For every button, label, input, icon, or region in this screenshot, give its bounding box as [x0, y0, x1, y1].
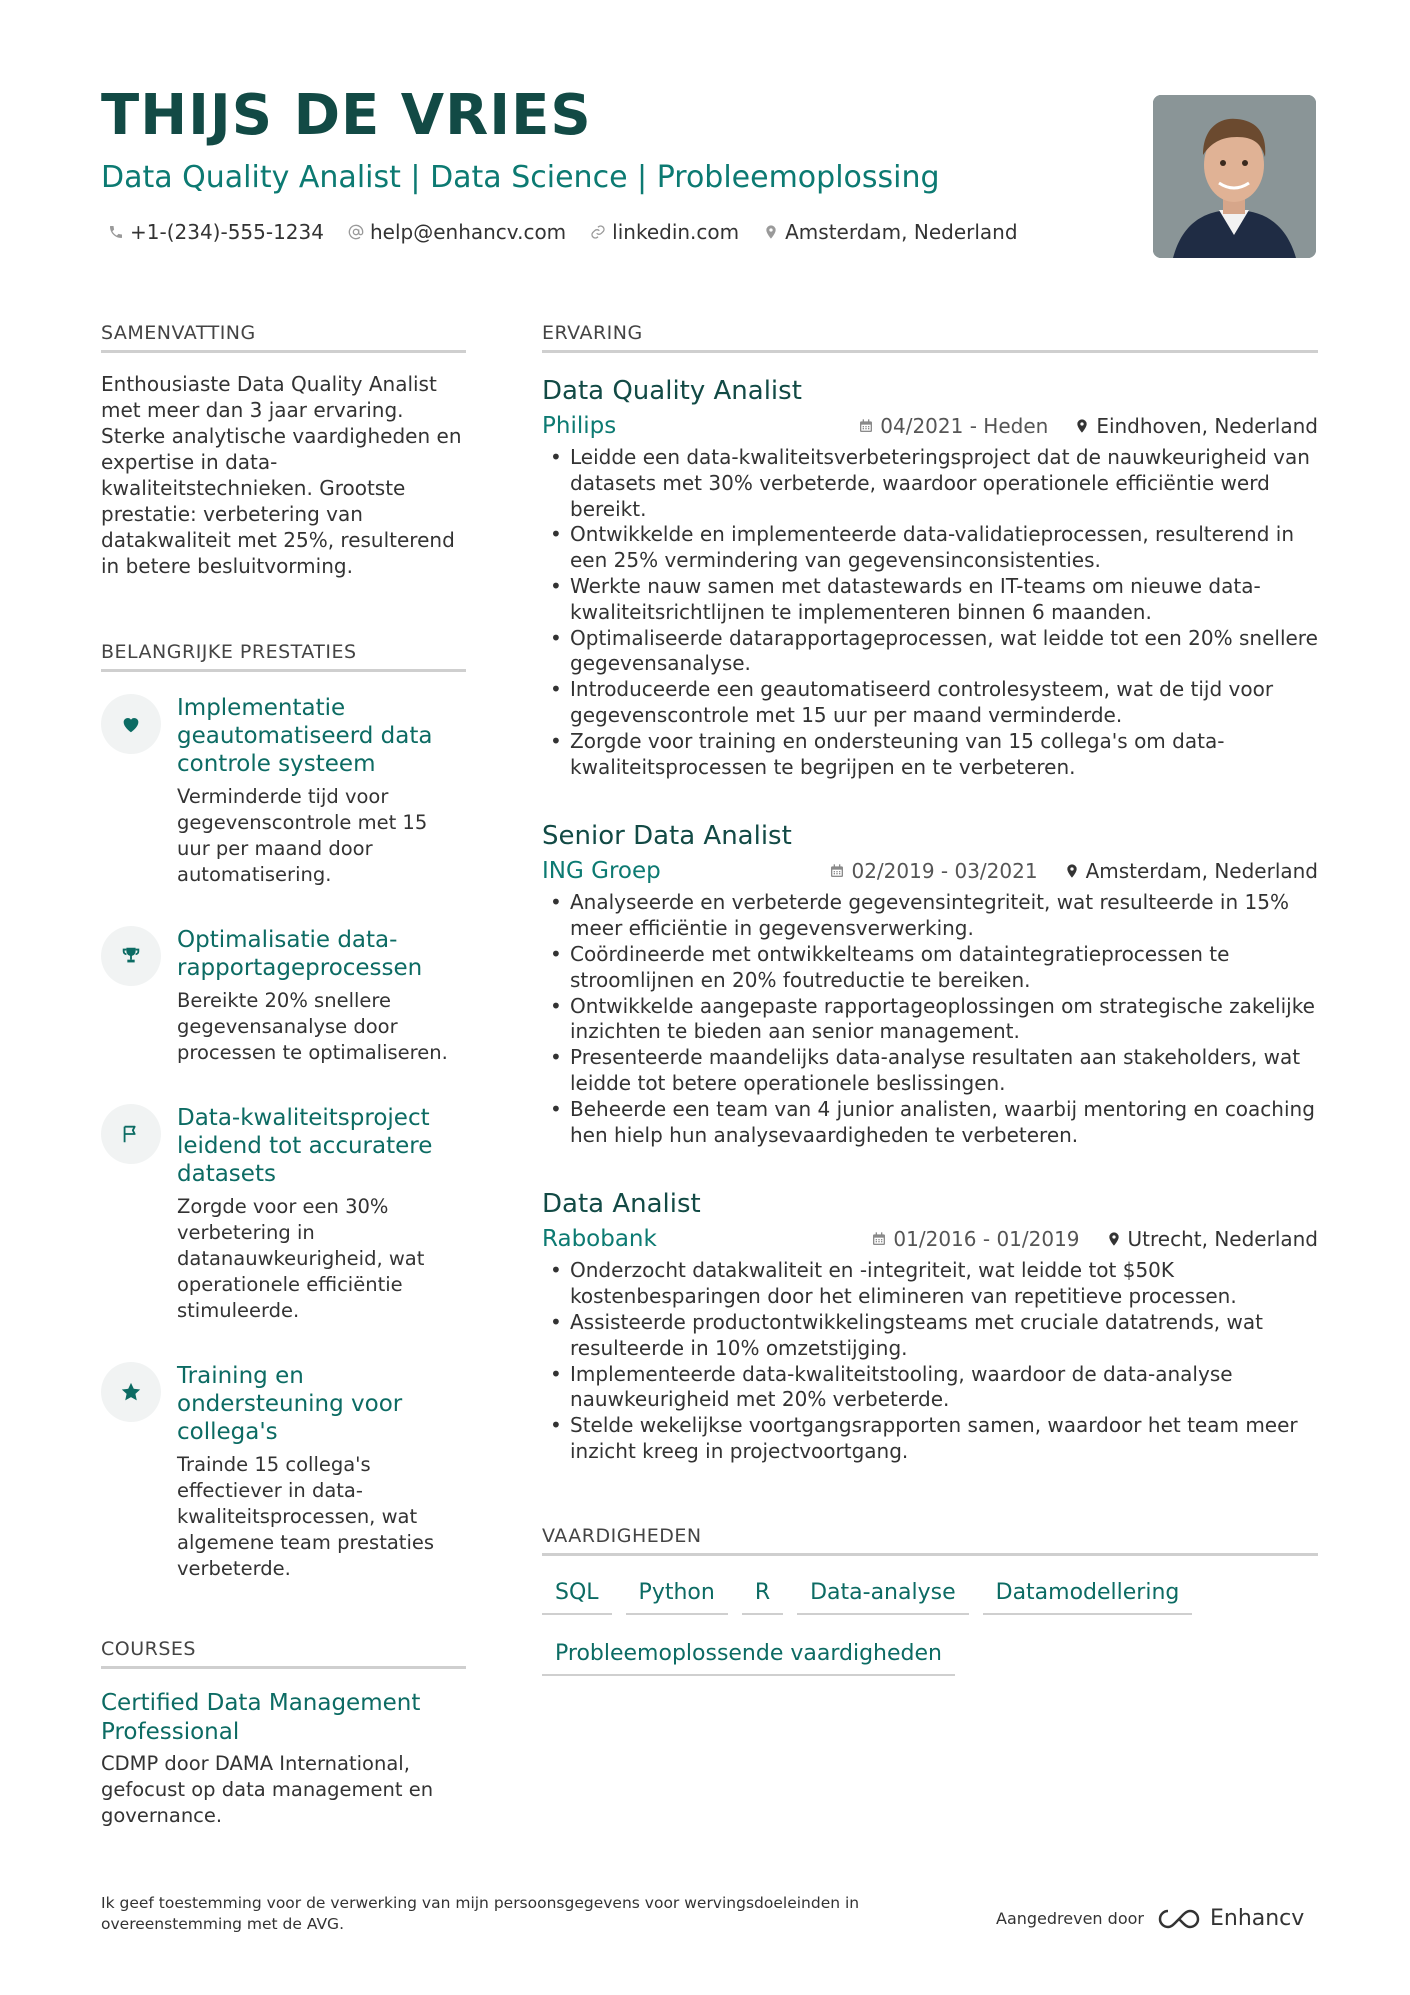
location-pin-icon: [1106, 1231, 1122, 1247]
phone-icon: [108, 224, 124, 240]
company-name: Philips: [542, 413, 617, 439]
experience-section: [542, 322, 1318, 1465]
bullet-item: • Zorgde voor training en ondersteuning van 15 collega's om data-kwaliteitsprocessen te begrijpen en te verbeteren.: [542, 729, 1318, 781]
skill-tag: Python: [626, 1576, 728, 1615]
linkedin-text: linkedin.com: [612, 220, 740, 244]
contact-email[interactable]: [348, 220, 566, 244]
achievement-desc: Trainde 15 collega's effectiever in data-kwaliteitsprocessen, wat algemene team prestaties verbeterde.: [177, 1453, 435, 1580]
summary-text: Enthousiaste Data Quality Analist met meer dan 3 jaar ervaring. Sterke analytische vaardigheden en expertise in data-kwaliteitstechnieken. Grootste prestatie: verbetering van datakwaliteit met 25%, resulterend in betere besluitvorming.: [101, 372, 462, 578]
job-dates: [829, 859, 1037, 883]
candidate-name: THIJS DE VRIES: [101, 83, 592, 148]
left-column: [101, 322, 466, 1829]
job-dates-text: 02/2019 - 03/2021: [851, 859, 1038, 884]
skill-tag: SQL: [542, 1576, 612, 1615]
job-location-text: Amsterdam, Nederland: [1085, 859, 1318, 884]
location-pin-icon: [763, 224, 779, 240]
contact-location: [763, 220, 1017, 244]
job-bullets: [542, 1258, 1318, 1464]
skill-tag: Data-analyse: [797, 1576, 969, 1615]
achievement-desc: Verminderde tijd voor gegevenscontrole met 15 uur per maand door automatisering.: [177, 785, 428, 886]
job-location: [1106, 1227, 1318, 1251]
achievement-title: Implementatie geautomatiseerd data controle systeem: [177, 695, 433, 777]
contact-bar: [108, 220, 1018, 244]
course-title: Certified Data Management Professional: [101, 1690, 421, 1745]
job-entry: [542, 820, 1318, 1148]
job-location-text: Utrecht, Nederland: [1127, 1227, 1318, 1252]
achievement-title: Optimalisatie data-rapportageprocessen: [177, 927, 423, 981]
achievement-title: Training en ondersteuning voor collega's: [177, 1363, 403, 1445]
enhancv-logo-icon: [1156, 1907, 1202, 1931]
job-location: [1074, 414, 1318, 438]
summary-section: [101, 322, 466, 579]
calendar-icon: [871, 1231, 887, 1247]
at-icon: [348, 224, 364, 240]
job-location-text: Eindhoven, Nederland: [1096, 414, 1318, 438]
achievement-item: [101, 1362, 466, 1582]
brand-text: Enhancv: [1209, 1906, 1305, 1931]
skill-tag: Probleemoplossende vaardigheden: [542, 1637, 955, 1676]
location-text: Amsterdam, Nederland: [785, 220, 1018, 244]
bullet-item: • Ontwikkelde aangepaste rapportageoplossingen om strategische zakelijke inzichten te bieden aan senior management.: [542, 994, 1318, 1046]
powered-by-text: Aangedreven door: [996, 1909, 1144, 1928]
job-title: Senior Data Analist: [542, 821, 792, 852]
job-dates: [858, 414, 1048, 438]
job-entry: [542, 1188, 1318, 1464]
calendar-icon: [858, 418, 874, 434]
achievement-desc: Zorgde voor een 30% verbetering in datanauwkeurigheid, wat operationele efficiëntie stimuleerde.: [177, 1195, 425, 1322]
bullet-item: • Analyseerde en verbeterde gegevensintegriteit, wat resulteerde in 15% meer efficiëntie in gegevensverwerking.: [542, 890, 1318, 942]
trophy-icon: [101, 926, 161, 986]
achievement-item: [101, 926, 466, 1066]
company-name: ING Groep: [542, 858, 661, 885]
skills-heading: VAARDIGHEDEN: [542, 1525, 1318, 1556]
enhancv-logo: [1156, 1906, 1304, 1931]
profile-photo: [1153, 95, 1316, 258]
bullet-item: • Beheerde een team van 4 junior analisten, waarbij mentoring en coaching hen hielp hun analysevaardigheden te verbeteren.: [542, 1097, 1318, 1149]
experience-heading: ERVARING: [542, 322, 1318, 353]
job-dates-text: 01/2016 - 01/2019: [893, 1227, 1080, 1252]
location-pin-icon: [1074, 418, 1090, 434]
right-column: [542, 322, 1318, 1676]
achievement-desc: Bereikte 20% snellere gegevensanalyse door processen te optimaliseren.: [177, 989, 448, 1064]
job-dates: [871, 1227, 1079, 1251]
skill-tag: Datamodellering: [983, 1576, 1193, 1615]
powered-by[interactable]: [996, 1906, 1304, 1931]
job-dates-text: 04/2021 - Heden: [880, 414, 1049, 438]
achievements-heading: BELANGRIJKE PRESTATIES: [101, 641, 466, 672]
link-icon: [590, 224, 606, 240]
contact-linkedin[interactable]: [590, 220, 739, 244]
heart-icon: [101, 694, 161, 754]
bullet-item: • Leidde een data-kwaliteitsverbeteringsproject dat de nauwkeurigheid van datasets met 30% verbeterde, waardoor operationele efficiëntie werd bereikt.: [542, 445, 1318, 522]
bullet-item: • Coördineerde met ontwikkelteams om dataintegratieprocessen te stroomlijnen en 20% foutreductie te bereiken.: [542, 942, 1318, 994]
job-title: Data Quality Analist: [542, 376, 802, 406]
email-text: help@enhancv.com: [369, 220, 567, 244]
course-desc: CDMP door DAMA International, gefocust op data management en governance.: [101, 1752, 434, 1827]
calendar-icon: [829, 863, 845, 879]
skills-section: [542, 1525, 1318, 1676]
skill-tag: R: [742, 1576, 783, 1615]
bullet-item: • Onderzocht datakwaliteit en -integriteit, wat leidde tot $50K kostenbesparingen door het elimineren van repetitieve processen.: [542, 1258, 1318, 1310]
courses-heading: COURSES: [101, 1638, 466, 1669]
star-icon: [101, 1362, 161, 1422]
job-bullets: [542, 445, 1318, 780]
company-name: Rabobank: [542, 1226, 657, 1253]
bullet-item: • Werkte nauw samen met datastewards en IT-teams om nieuwe data-kwaliteitsrichtlijnen te implementeren binnen 6 maanden.: [542, 574, 1318, 626]
bullet-item: • Optimaliseerde datarapportageprocessen, wat leidde tot een 20% snellere gegevensanalyse.: [542, 626, 1318, 678]
job-entry: [542, 375, 1318, 780]
bullet-item: • Presenteerde maandelijks data-analyse resultaten aan stakeholders, wat leidde tot betere operationele beslissingen.: [542, 1045, 1318, 1097]
headline: Data Quality Analist | Data Science | Probleemoplossing: [101, 160, 940, 195]
bullet-item: • Assisteerde productontwikkelingsteams met cruciale datatrends, wat resulteerde in 10% omzetstijging.: [542, 1310, 1318, 1362]
job-bullets: [542, 890, 1318, 1148]
flag-icon: [101, 1104, 161, 1164]
bullet-item: • Introduceerde een geautomatiseerd controlesysteem, wat de tijd voor gegevenscontrole met 15 uur per maand verminderde.: [542, 677, 1318, 729]
courses-section: [101, 1638, 466, 1829]
phone-text: +1-(234)-555-1234: [130, 220, 324, 244]
achievement-item: [101, 694, 466, 888]
achievement-item: [101, 1104, 466, 1324]
skills-list: [542, 1576, 1318, 1676]
location-pin-icon: [1064, 863, 1080, 879]
contact-phone[interactable]: [108, 220, 324, 244]
achievement-title: Data-kwaliteitsproject leidend tot accuratere datasets: [177, 1105, 433, 1187]
job-title: Data Analist: [542, 1189, 701, 1220]
job-location: [1064, 859, 1318, 883]
summary-heading: SAMENVATTING: [101, 322, 466, 353]
bullet-item: • Implementeerde data-kwaliteitstooling, waardoor de data-analyse nauwkeurigheid met 20% verbeterde.: [542, 1362, 1318, 1414]
bullet-item: • Ontwikkelde en implementeerde data-validatieprocessen, resulterend in een 25% vermindering van gegevensinconsistenties.: [542, 522, 1318, 574]
bullet-item: • Stelde wekelijkse voortgangsrapporten samen, waardoor het team meer inzicht kreeg in projectvoortgang.: [542, 1413, 1318, 1465]
achievements-section: [101, 641, 466, 1582]
gdpr-consent-note: Ik geef toestemming voor de verwerking van mijn persoonsgegevens voor wervingsdoeleinden in overeenstemming met de AVG.: [101, 1894, 860, 1933]
